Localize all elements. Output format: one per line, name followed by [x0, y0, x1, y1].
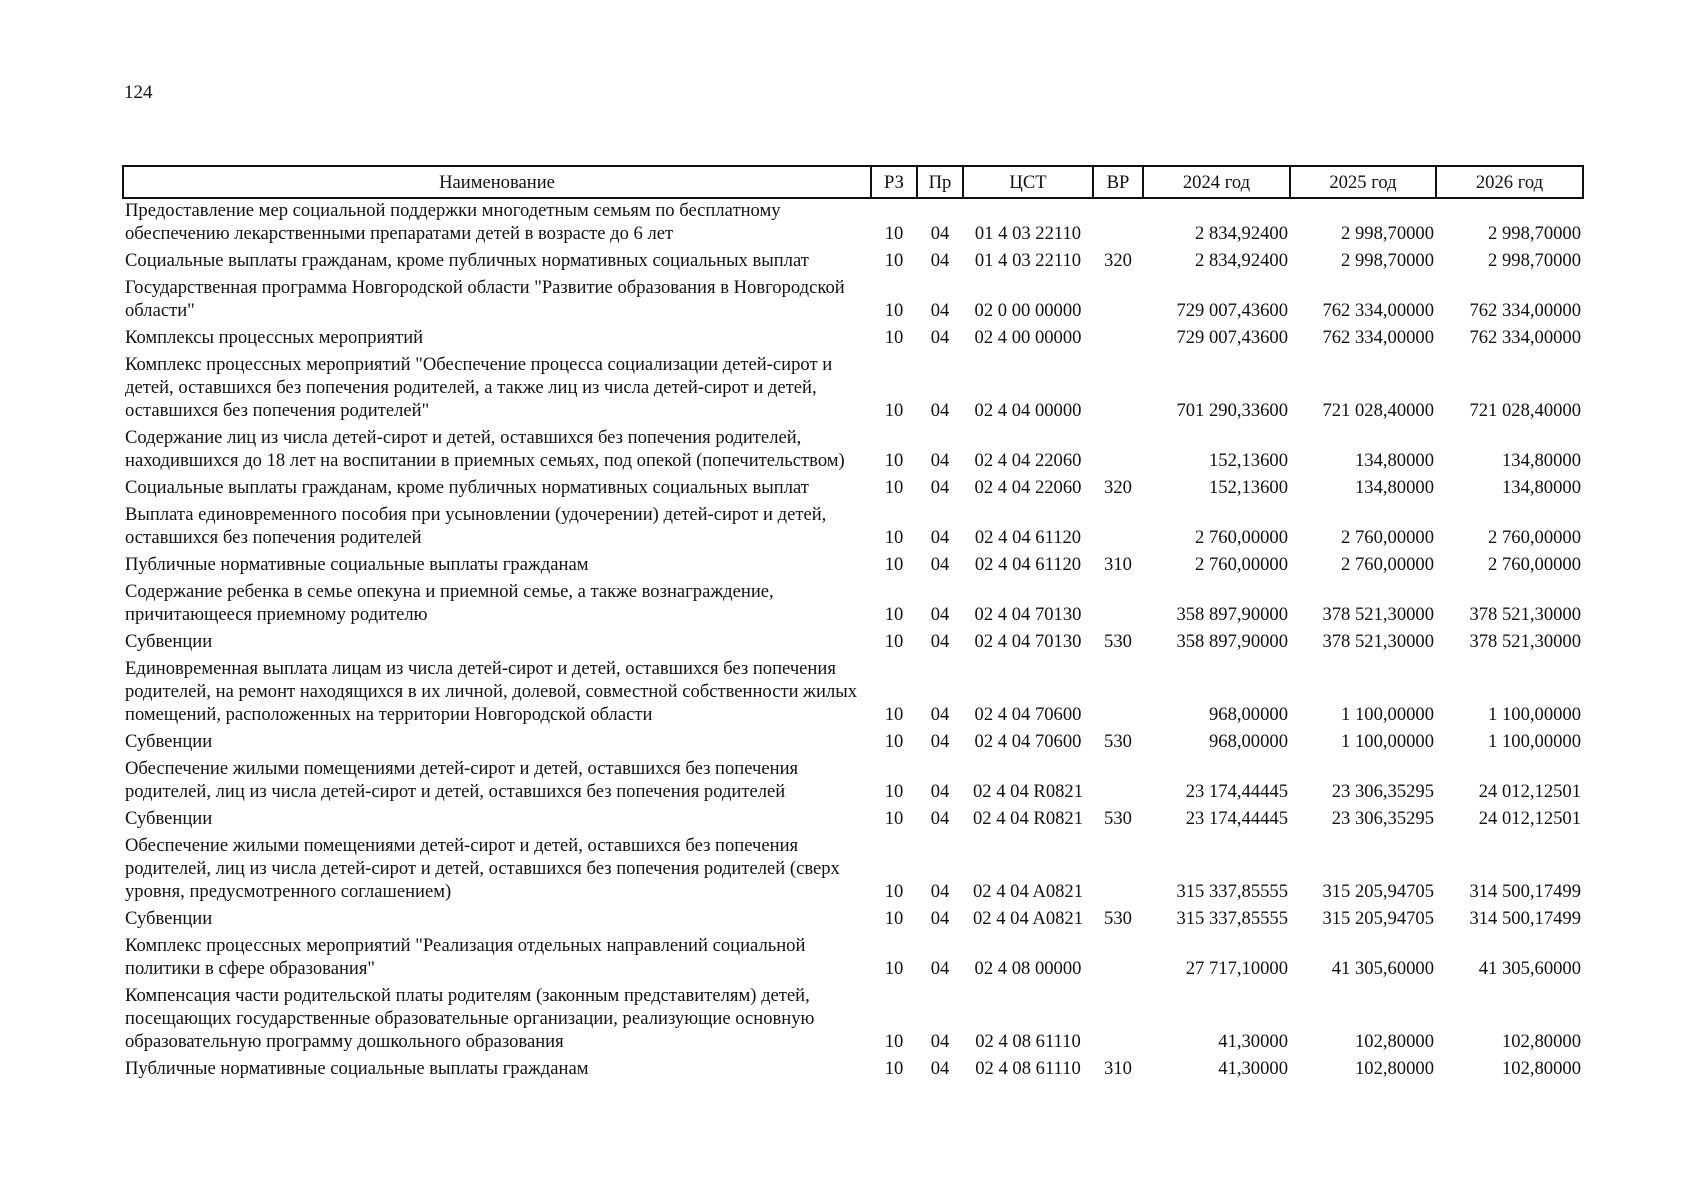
cell-2024: 2 760,00000 — [1195, 554, 1288, 575]
cell-rz: 10 — [884, 554, 904, 575]
cell-2026: 2 998,70000 — [1488, 250, 1581, 271]
table-row — [123, 326, 1583, 353]
cell-pr: 04 — [930, 300, 950, 321]
cell-cst: 01 4 03 22110 — [974, 223, 1082, 244]
cell-name: Компенсация части родительской платы родителям (законным представителям) детей, посещающих государственные образовательные организации, реализующие основную образовательную программу дошкольного образования — [125, 985, 815, 1052]
cell-pr: 04 — [930, 1031, 950, 1052]
cell-pr: 04 — [930, 704, 950, 725]
cell-name: Социальные выплаты гражданам, кроме публичных нормативных социальных выплат — [125, 250, 809, 271]
cell-cst: 02 4 04 61120 — [974, 527, 1082, 548]
cell-2026: 721 028,40000 — [1469, 400, 1581, 421]
cell-cst: 02 4 04 22060 — [974, 450, 1082, 471]
cell-2024: 968,00000 — [1208, 731, 1288, 752]
cell-2026: 2 760,00000 — [1488, 527, 1581, 548]
cell-rz: 10 — [884, 631, 904, 652]
header-2026: 2026 год — [1436, 166, 1583, 198]
cell-2026: 102,80000 — [1501, 1031, 1581, 1052]
cell-2025: 315 205,94705 — [1322, 881, 1434, 902]
cell-2025: 1 100,00000 — [1341, 704, 1434, 725]
cell-name: Обеспечение жилыми помещениями детей-сирот и детей, оставшихся без попечения родителей, лиц из числа детей-сирот и детей, оставшихся без попечения родителей — [125, 758, 799, 802]
cell-2024: 2 834,92400 — [1195, 223, 1288, 244]
page-number: 124 — [124, 82, 153, 103]
cell-rz: 10 — [884, 327, 904, 348]
cell-2024: 968,00000 — [1208, 704, 1288, 725]
table-row — [123, 503, 1583, 553]
cell-2025: 134,80000 — [1354, 477, 1434, 498]
table-row — [123, 580, 1583, 630]
table-row — [123, 834, 1583, 907]
cell-2025: 378 521,30000 — [1322, 604, 1434, 625]
table-row — [123, 730, 1583, 757]
table-row — [123, 426, 1583, 476]
cell-2025: 23 306,35295 — [1331, 808, 1434, 829]
cell-2024: 701 290,33600 — [1176, 400, 1288, 421]
cell-2024: 358 897,90000 — [1176, 631, 1288, 652]
table-row — [123, 657, 1583, 730]
header-vr: ВР — [1093, 166, 1143, 198]
cell-vr — [1093, 326, 1143, 353]
cell-2024: 729 007,43600 — [1176, 327, 1288, 348]
cell-2026: 2 998,70000 — [1488, 223, 1581, 244]
table-row — [123, 476, 1583, 503]
cell-name: Субвенции — [125, 808, 213, 829]
cell-name: Выплата единовременного пособия при усыновлении (удочерении) детей-сирот и детей, оставшихся без попечения родителей — [125, 504, 827, 548]
cell-2024: 358 897,90000 — [1176, 604, 1288, 625]
cell-rz: 10 — [884, 808, 904, 829]
cell-2024: 27 717,10000 — [1185, 958, 1288, 979]
cell-2025: 2 760,00000 — [1341, 527, 1434, 548]
cell-rz: 10 — [884, 604, 904, 625]
cell-name: Государственная программа Новгородской области "Развитие образования в Новгородской области" — [125, 277, 845, 321]
cell-pr: 04 — [930, 527, 950, 548]
cell-name: Единовременная выплата лицам из числа детей-сирот и детей, оставшихся без попечения родителей, на ремонт находящихся в их личной, долевой, совместной собственности жилых помещений, расположенных на территории Новгородской области — [125, 658, 858, 725]
cell-vr — [1093, 580, 1143, 630]
cell-name: Социальные выплаты гражданам, кроме публичных нормативных социальных выплат — [125, 477, 809, 498]
table-row — [123, 249, 1583, 276]
cell-cst: 02 0 00 00000 — [974, 300, 1082, 321]
table-row — [123, 276, 1583, 326]
cell-name: Субвенции — [125, 731, 213, 752]
cell-2026: 102,80000 — [1501, 1058, 1581, 1079]
table-row — [123, 553, 1583, 580]
cell-name: Комплекс процессных мероприятий "Реализация отдельных направлений социальной политики в сфере образования" — [125, 935, 806, 979]
cell-name: Обеспечение жилыми помещениями детей-сирот и детей, оставшихся без попечения родителей, лиц из числа детей-сирот и детей, оставшихся без попечения родителей (сверх уровня, предусмотренного соглашением) — [125, 835, 840, 902]
cell-2025: 41 305,60000 — [1331, 958, 1434, 979]
table-header — [123, 166, 1583, 198]
cell-name: Содержание лиц из числа детей-сирот и детей, оставшихся без попечения родителей, находившихся до 18 лет на воспитании в приемных семьях, под опекой (попечительством) — [125, 427, 845, 471]
table-row — [123, 1057, 1583, 1084]
cell-2025: 762 334,00000 — [1322, 300, 1434, 321]
cell-cst: 02 4 04 R0821 — [972, 808, 1084, 829]
table-row — [123, 757, 1583, 807]
cell-pr: 04 — [930, 450, 950, 471]
cell-pr: 04 — [930, 477, 950, 498]
cell-rz: 10 — [884, 450, 904, 471]
cell-2026: 1 100,00000 — [1488, 704, 1581, 725]
cell-2026: 762 334,00000 — [1469, 300, 1581, 321]
cell-pr: 04 — [930, 1058, 950, 1079]
cell-cst: 02 4 04 A0821 — [972, 908, 1084, 929]
cell-vr: 530 — [1104, 808, 1132, 829]
cell-rz: 10 — [884, 1031, 904, 1052]
cell-2026: 2 760,00000 — [1488, 554, 1581, 575]
cell-cst: 02 4 08 61110 — [975, 1058, 1081, 1079]
cell-name: Предоставление мер социальной поддержки многодетным семьям по бесплатному обеспечению лекарственными препаратами детей в возрасте до 6 лет — [125, 200, 781, 244]
cell-rz: 10 — [884, 477, 904, 498]
cell-vr: 530 — [1104, 631, 1132, 652]
cell-rz: 10 — [884, 527, 904, 548]
cell-2025: 2 998,70000 — [1341, 223, 1434, 244]
cell-2024: 41,30000 — [1218, 1031, 1288, 1052]
cell-2026: 24 012,12501 — [1478, 808, 1581, 829]
header-cst: ЦСТ — [963, 166, 1093, 198]
cell-vr — [1093, 757, 1143, 807]
table-row — [123, 353, 1583, 426]
cell-rz: 10 — [884, 1058, 904, 1079]
header-rz: РЗ — [871, 166, 917, 198]
table-row — [123, 198, 1583, 249]
cell-cst: 01 4 03 22110 — [974, 250, 1082, 271]
header-2024: 2024 год — [1143, 166, 1290, 198]
cell-pr: 04 — [930, 400, 950, 421]
cell-2026: 24 012,12501 — [1478, 781, 1581, 802]
cell-rz: 10 — [884, 300, 904, 321]
header-pr: Пр — [917, 166, 963, 198]
cell-2026: 378 521,30000 — [1469, 604, 1581, 625]
cell-2025: 762 334,00000 — [1322, 327, 1434, 348]
cell-name: Субвенции — [125, 631, 213, 652]
cell-2026: 314 500,17499 — [1469, 881, 1581, 902]
cell-name: Комплексы процессных мероприятий — [125, 327, 424, 348]
cell-2025: 2 760,00000 — [1341, 554, 1434, 575]
cell-vr: 310 — [1104, 554, 1132, 575]
cell-vr: 320 — [1104, 250, 1132, 271]
cell-vr — [1093, 426, 1143, 476]
cell-pr: 04 — [930, 327, 950, 348]
cell-rz: 10 — [884, 400, 904, 421]
cell-2024: 152,13600 — [1208, 477, 1288, 498]
header-name: Наименование — [123, 166, 871, 198]
table-body — [123, 198, 1583, 1084]
cell-vr — [1093, 934, 1143, 984]
cell-2025: 1 100,00000 — [1341, 731, 1434, 752]
cell-2024: 23 174,44445 — [1185, 781, 1288, 802]
cell-vr: 530 — [1104, 731, 1132, 752]
cell-2024: 315 337,85555 — [1176, 881, 1288, 902]
cell-rz: 10 — [884, 731, 904, 752]
cell-2026: 134,80000 — [1501, 450, 1581, 471]
cell-rz: 10 — [884, 223, 904, 244]
cell-name: Субвенции — [125, 908, 213, 929]
cell-pr: 04 — [930, 958, 950, 979]
cell-vr: 310 — [1104, 1058, 1132, 1079]
cell-2024: 2 834,92400 — [1195, 250, 1288, 271]
table-row — [123, 984, 1583, 1057]
cell-pr: 04 — [930, 250, 950, 271]
cell-2026: 378 521,30000 — [1469, 631, 1581, 652]
cell-rz: 10 — [884, 250, 904, 271]
cell-cst: 02 4 04 A0821 — [972, 881, 1084, 902]
cell-pr: 04 — [930, 554, 950, 575]
cell-name: Содержание ребенка в семье опекуна и приемной семье, а также вознаграждение, причитающееся приемному родителю — [125, 581, 774, 625]
cell-vr: 320 — [1104, 477, 1132, 498]
cell-cst: 02 4 08 00000 — [974, 958, 1082, 979]
header-2025: 2025 год — [1290, 166, 1436, 198]
cell-vr — [1093, 198, 1143, 249]
cell-2024: 152,13600 — [1208, 450, 1288, 471]
cell-2025: 315 205,94705 — [1322, 908, 1434, 929]
cell-2025: 2 998,70000 — [1341, 250, 1434, 271]
cell-cst: 02 4 04 61120 — [974, 554, 1082, 575]
table-row — [123, 807, 1583, 834]
cell-2024: 729 007,43600 — [1176, 300, 1288, 321]
cell-name: Публичные нормативные социальные выплаты гражданам — [125, 554, 589, 575]
budget-table — [122, 165, 1584, 1084]
cell-vr: 530 — [1104, 908, 1132, 929]
table-row — [123, 934, 1583, 984]
cell-vr — [1093, 276, 1143, 326]
cell-2025: 378 521,30000 — [1322, 631, 1434, 652]
cell-vr — [1093, 657, 1143, 730]
cell-rz: 10 — [884, 781, 904, 802]
cell-vr — [1093, 353, 1143, 426]
cell-cst: 02 4 04 70130 — [974, 631, 1082, 652]
cell-2024: 23 174,44445 — [1185, 808, 1288, 829]
cell-cst: 02 4 00 00000 — [974, 327, 1082, 348]
cell-2024: 2 760,00000 — [1195, 527, 1288, 548]
cell-pr: 04 — [930, 808, 950, 829]
cell-2025: 721 028,40000 — [1322, 400, 1434, 421]
table-row — [123, 907, 1583, 934]
cell-name: Комплекс процессных мероприятий "Обеспечение процесса социализации детей-сирот и детей, оставшихся без попечения родителей, а также лиц из числа детей-сирот и детей, оставшихся без попечения родителей" — [125, 354, 833, 421]
cell-vr — [1093, 834, 1143, 907]
cell-2025: 102,80000 — [1354, 1058, 1434, 1079]
cell-rz: 10 — [884, 704, 904, 725]
cell-2026: 314 500,17499 — [1469, 908, 1581, 929]
cell-cst: 02 4 08 61110 — [975, 1031, 1081, 1052]
cell-cst: 02 4 04 R0821 — [972, 781, 1084, 802]
cell-pr: 04 — [930, 781, 950, 802]
cell-vr — [1093, 984, 1143, 1057]
cell-cst: 02 4 04 22060 — [974, 477, 1082, 498]
cell-2024: 41,30000 — [1218, 1058, 1288, 1079]
cell-name: Публичные нормативные социальные выплаты гражданам — [125, 1058, 589, 1079]
cell-2026: 762 334,00000 — [1469, 327, 1581, 348]
cell-pr: 04 — [930, 631, 950, 652]
cell-cst: 02 4 04 00000 — [974, 400, 1082, 421]
cell-rz: 10 — [884, 881, 904, 902]
cell-pr: 04 — [930, 604, 950, 625]
cell-2026: 1 100,00000 — [1488, 731, 1581, 752]
cell-rz: 10 — [884, 958, 904, 979]
cell-pr: 04 — [930, 223, 950, 244]
cell-pr: 04 — [930, 881, 950, 902]
cell-2025: 102,80000 — [1354, 1031, 1434, 1052]
cell-rz: 10 — [884, 908, 904, 929]
cell-2025: 134,80000 — [1354, 450, 1434, 471]
cell-2025: 23 306,35295 — [1331, 781, 1434, 802]
cell-2026: 41 305,60000 — [1478, 958, 1581, 979]
cell-cst: 02 4 04 70130 — [974, 604, 1082, 625]
cell-vr — [1093, 503, 1143, 553]
cell-2026: 134,80000 — [1501, 477, 1581, 498]
cell-cst: 02 4 04 70600 — [974, 704, 1082, 725]
cell-cst: 02 4 04 70600 — [974, 731, 1082, 752]
cell-2024: 315 337,85555 — [1176, 908, 1288, 929]
table-row — [123, 630, 1583, 657]
cell-pr: 04 — [930, 731, 950, 752]
cell-pr: 04 — [930, 908, 950, 929]
